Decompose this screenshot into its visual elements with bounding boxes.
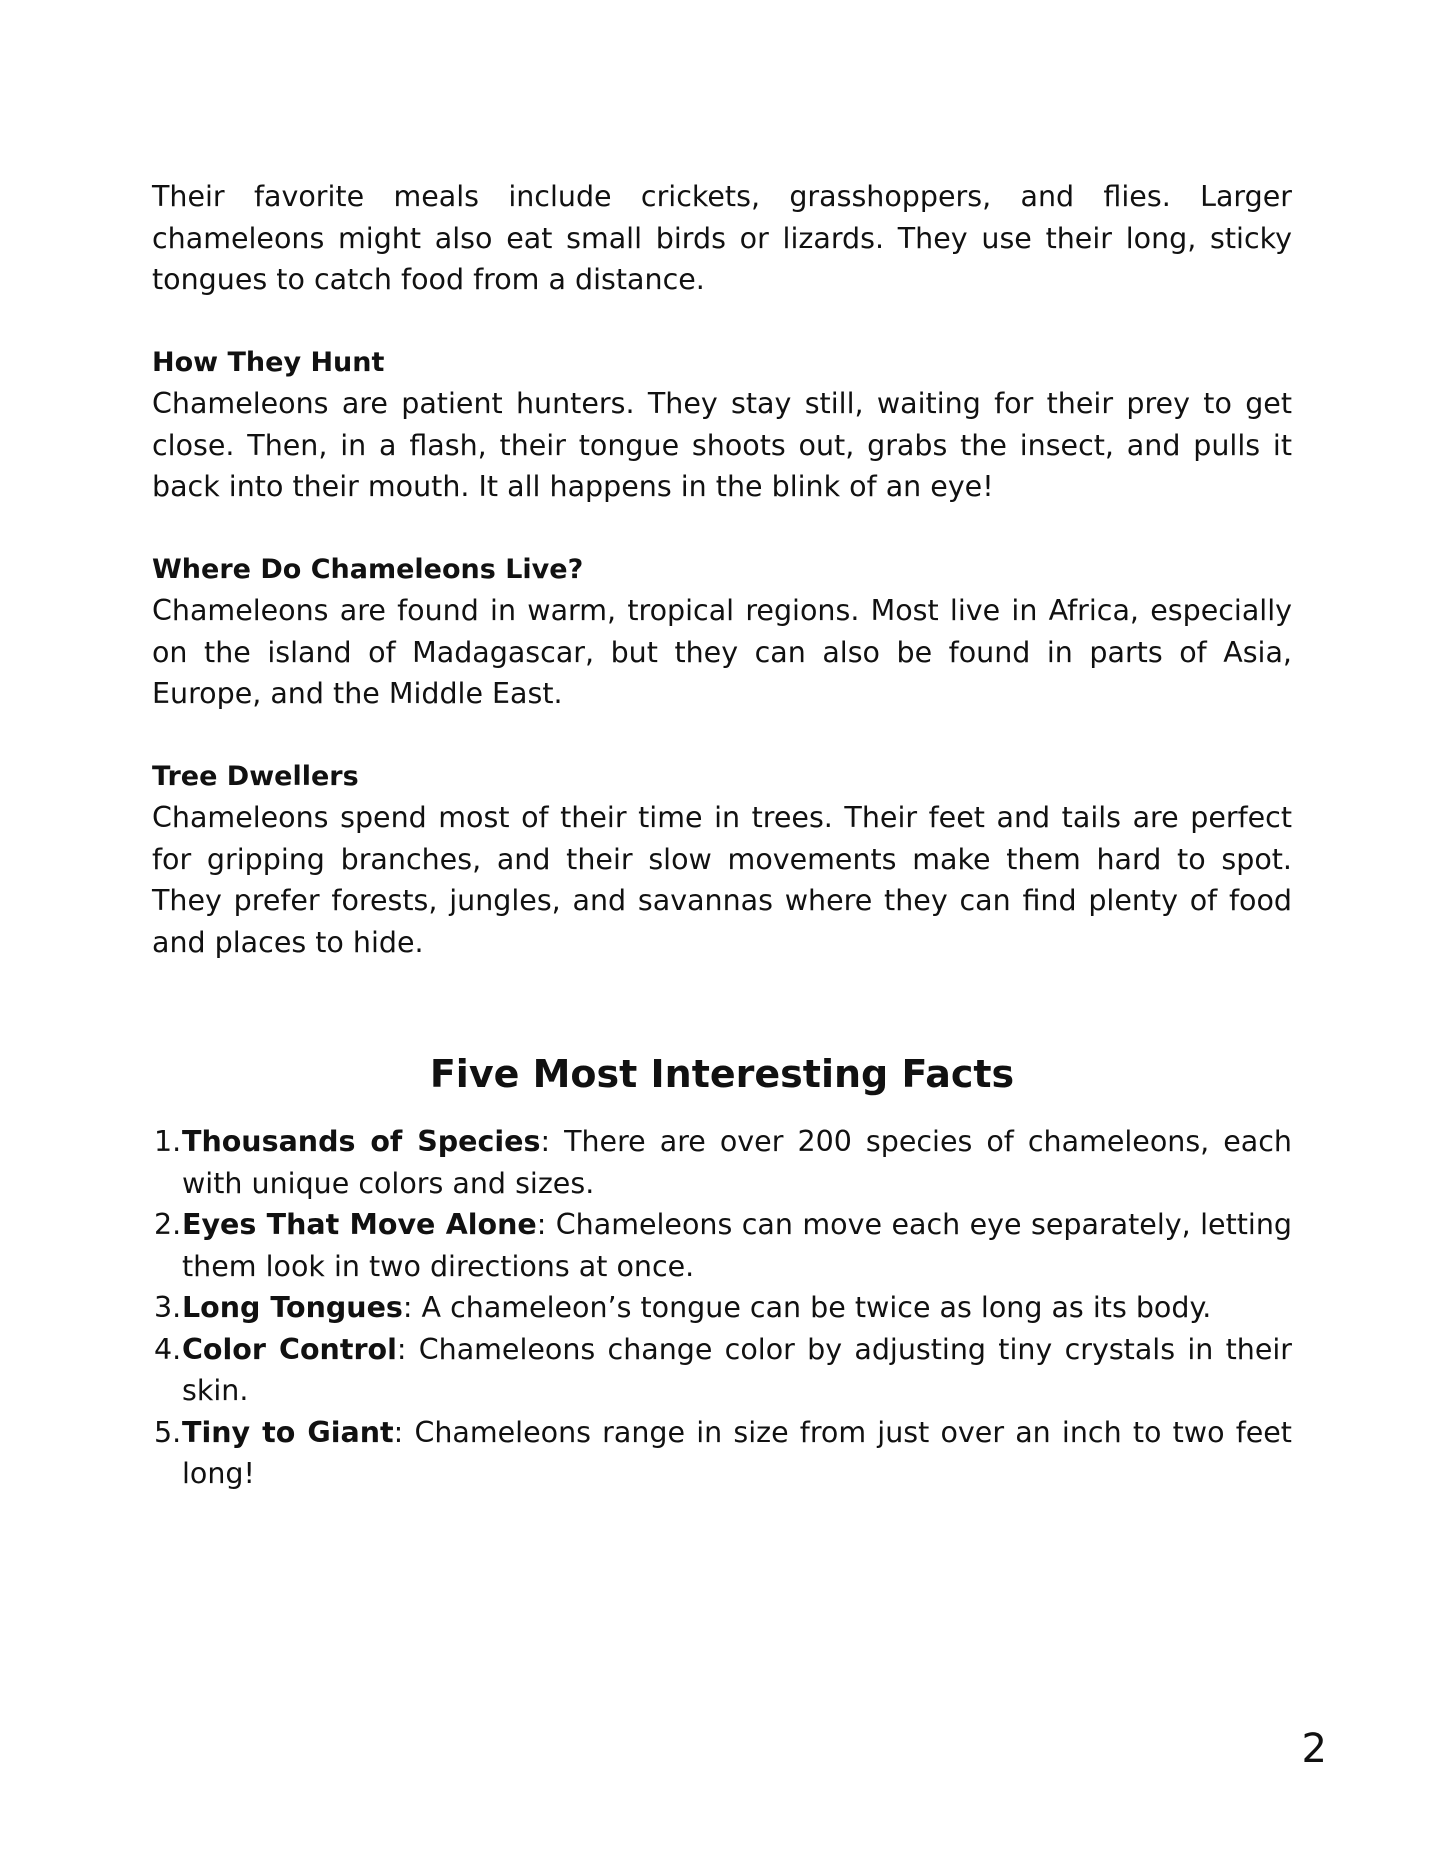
fact-term: Eyes That Move Alone bbox=[182, 1208, 537, 1241]
fact-text: : Chameleons range in size from just over an inch to two feet long! bbox=[182, 1415, 1292, 1490]
section-heading: Where Do Chameleons Live? bbox=[152, 553, 584, 585]
fact-term: Color Control bbox=[182, 1332, 397, 1366]
facts-title: Five Most Interesting Facts bbox=[429, 1052, 1015, 1096]
page-number: 2 bbox=[1301, 1726, 1327, 1772]
list-item-number: 3. bbox=[154, 1291, 182, 1324]
fact-term: Tiny to Giant bbox=[182, 1415, 394, 1449]
section-how-they-hunt bbox=[152, 342, 1292, 508]
facts-list bbox=[152, 1121, 1292, 1495]
section-body: Chameleons are patient hunters. They stay still, waiting for their prey to get close. Then, in a flash, their tongue shoots out, grabs the insect, and pulls it back into their mouth. It all happens in the blink of an eye! bbox=[152, 387, 1292, 503]
fact-text: : There are over 200 species of chameleons, each with unique colors and sizes. bbox=[182, 1125, 1292, 1200]
list-item bbox=[152, 1329, 1292, 1412]
section-tree-dwellers bbox=[152, 756, 1292, 964]
document-page bbox=[152, 176, 1292, 1495]
list-item bbox=[152, 1121, 1292, 1204]
list-item-number: 1. bbox=[154, 1125, 182, 1158]
list-item-number: 2. bbox=[154, 1208, 182, 1241]
list-item-number: 5. bbox=[154, 1415, 182, 1449]
list-item bbox=[152, 1412, 1292, 1495]
fact-text: : A chameleon’s tongue can be twice as long as its body. bbox=[402, 1291, 1212, 1324]
list-item bbox=[152, 1287, 1292, 1329]
section-where-they-live bbox=[152, 549, 1292, 715]
section-body: Chameleons are found in warm, tropical regions. Most live in Africa, especially on the island of Madagascar, but they can also be found in parts of Asia, Europe, and the Middle East. bbox=[152, 594, 1292, 710]
fact-term: Long Tongues bbox=[182, 1291, 403, 1324]
intro-paragraph: Their favorite meals include crickets, grasshoppers, and flies. Larger chameleons might also eat small birds or lizards. They use their long, sticky tongues to catch food from a distance. bbox=[152, 180, 1292, 296]
list-item bbox=[152, 1204, 1292, 1287]
fact-term: Thousands of Species bbox=[182, 1125, 541, 1158]
section-heading: Tree Dwellers bbox=[152, 760, 359, 792]
section-heading: How They Hunt bbox=[152, 346, 385, 378]
section-body: Chameleons spend most of their time in trees. Their feet and tails are perfect for gripping branches, and their slow movements make them hard to spot. They prefer forests, jungles, and savannas where they can find plenty of food and places to hide. bbox=[152, 801, 1292, 959]
list-item-number: 4. bbox=[154, 1332, 182, 1366]
fact-text: : Chameleons change color by adjusting tiny crystals in their skin. bbox=[182, 1332, 1293, 1407]
fact-text: : Chameleons can move each eye separately, letting them look in two directions at once. bbox=[182, 1208, 1292, 1283]
